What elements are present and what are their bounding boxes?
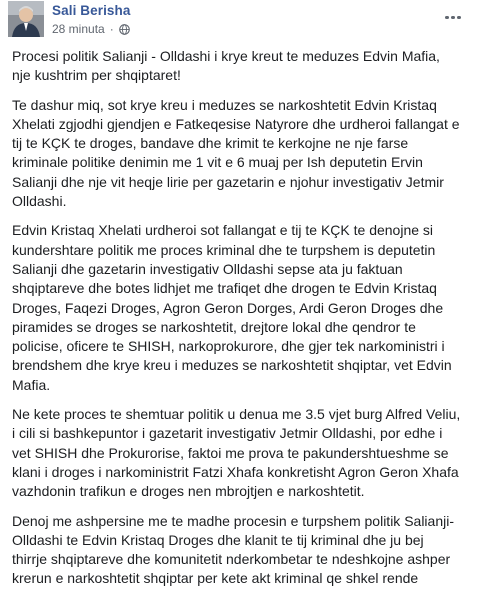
avatar-image <box>8 1 44 37</box>
post-meta <box>52 22 130 36</box>
post-paragraph: Te dashur miq, sot krye kreu i meduzes se narkoshtetit Edvin Kristaq Xhelati zgjodhi gjendjen e Fatkeqesise Natyrore dhe urdheroi fallangat e tij te KÇK te droges, bandave dhe krimit te kerkojne ne nje farse kriminale politike denimin me 1 vit e 6 muaj per Ish deputetin Ervin Salianji dhe nje vit heqje lirie per gazetarin e njohur investigativ Jetmir Olldashi. <box>12 96 460 210</box>
more-options-icon[interactable] <box>445 6 465 18</box>
post-paragraph: Denoj me ashpersine me te madhe procesin e turpshem politik Salianji- Olldashi te Edvin Kristaq Droges dhe klanit te tij kriminal dhe ju bej thirrje shqiptareve dhe komunitetit nderkombetar te ndeshkojne ashper krerun e narkoshtetit shqiptar per kete akt kriminal qe shkel rende <box>12 512 454 587</box>
avatar[interactable] <box>8 1 44 37</box>
meta-separator: · <box>109 22 114 36</box>
post-paragraph: Procesi politik Salianji - Olldashi i krye kreut te meduzes Edvin Mafia, nje kushtrim per shqiptaret! <box>12 48 440 84</box>
globe-icon[interactable] <box>119 24 130 35</box>
post-paragraph: Edvin Kristaq Xhelati urdheroi sot fallangat e tij te KÇK te denojne si kundershtare politik me proces kriminal dhe te turpshem is deputetin Salianji dhe gazetarin investigativ Olldashi sepse ata ju faktuan shqiptareve dhe botes lidhjet me trafiqet dhe drogen te Edvin Kristaq Droges, Faqezi Droges, Agron Geron Dorges, Ardi Geron Droges dhe piramides se droges se narkoshtetit, drejtore lokal dhe qendror te policise, oficere te SHISH, narkoprokurore, dhe gjer tek narkoministri i brendshem dhe krye kreu i meduzes se narkoshtetit shqiptar, vet Edvin Mafia. <box>12 222 452 393</box>
post-body <box>12 47 470 599</box>
author-name[interactable]: Sali Berisha <box>52 3 131 18</box>
timestamp[interactable]: 28 minuta <box>52 22 105 36</box>
post-paragraph: Ne kete proces te shemtuar politik u denua me 3.5 vjet burg Alfred Veliu, i cili si bashkepuntor i gazetarit investigativ Jetmir Olldashi, por edhe i vet SHISH dhe Prokurorise, faktoi me prova te pakundershtueshme se klani i droges i narkoministrit Fatzi Xhafa konkretisht Agron Geron Xhafa vazhdonin trafikun e droges nen mbrojtjen e narkoshtetit. <box>12 406 461 500</box>
post-header <box>0 0 477 44</box>
